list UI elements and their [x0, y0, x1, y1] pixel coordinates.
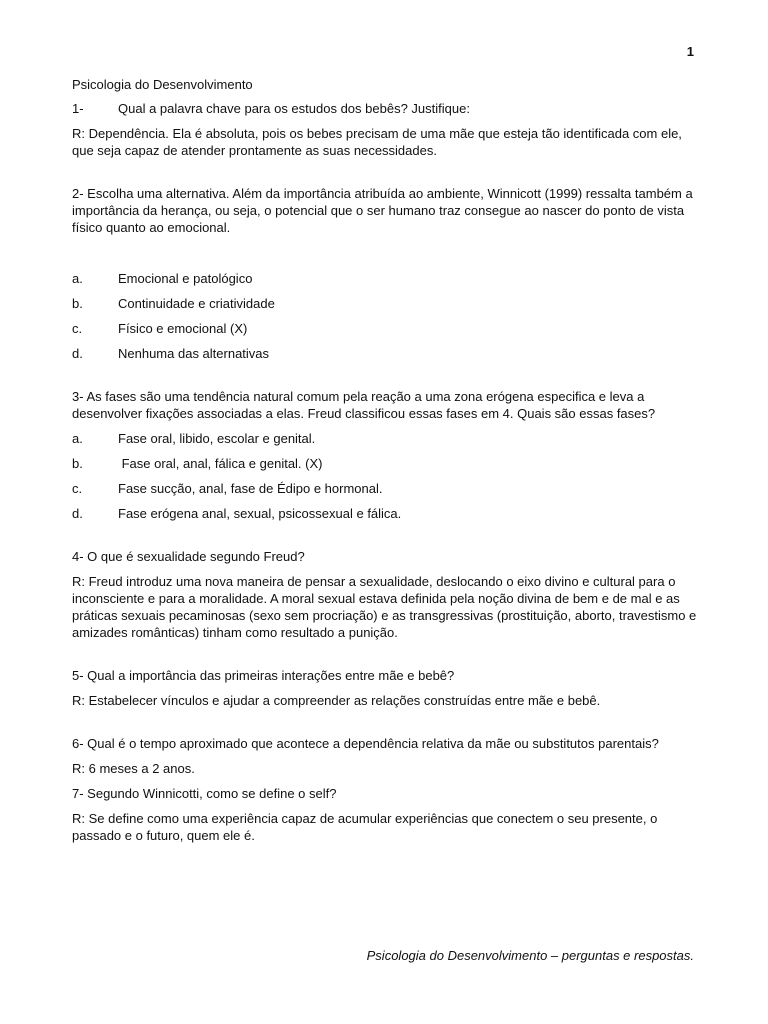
question-2-option-a [72, 270, 698, 287]
option-text: Continuidade e criatividade [118, 296, 275, 311]
option-letter: c. [72, 481, 83, 496]
option-letter: b. [72, 456, 83, 471]
option-letter: d. [72, 346, 83, 361]
question-3-option-a [72, 430, 698, 447]
question-2: 2- Escolha uma alternativa. Além da importância atribuída ao ambiente, Winnicott (1999) ressalta também a importância da herança, ou seja, o potencial que o ser humano traz consegue ao nascer do ponto de vista físico quanto ao emocional. [72, 186, 693, 235]
answer-7: R: Se define como uma experiência capaz de acumular experiências que conectem o seu presente, o passado e o futuro, quem ele é. [72, 811, 658, 843]
document-body [72, 76, 698, 852]
answer-6: R: 6 meses a 2 anos. [72, 761, 195, 776]
option-text: Nenhuma das alternativas [118, 346, 270, 361]
question-5: 5- Qual a importância das primeiras interações entre mãe e bebê? [72, 668, 455, 683]
question-3-option-b [72, 455, 698, 472]
option-text: Emocional e patológico [118, 271, 253, 286]
option-letter: c. [72, 321, 83, 336]
option-text: Fase sucção, anal, fase de Édipo e hormonal. [118, 481, 383, 496]
answer-1: R: Dependência. Ela é absoluta, pois os bebes precisam de uma mãe que esteja tão identificada com ele, que seja capaz de atender prontamente as suas necessidades. [72, 126, 682, 158]
option-text: Fase erógena anal, sexual, psicossexual e fálica. [118, 506, 402, 521]
option-letter: d. [72, 506, 83, 521]
option-text: Fase oral, anal, fálica e genital. (X) [118, 456, 323, 471]
answer-4: R: Freud introduz uma nova maneira de pensar a sexualidade, deslocando o eixo divino e cultural para o inconsciente e para a moralidade. A moral sexual estava definida pela noção divina de bem e de mal e as práticas sexuais pecaminosas (sexo sem procriação) e as transgressivas (prostituição, aborto, travestismo e amizades românticas) tinham como resultado a punição. [72, 574, 697, 640]
question-3-option-d [72, 505, 698, 522]
answer-5: R: Estabelecer vínculos e ajudar a compreender as relações construídas entre mãe e bebê. [72, 693, 601, 708]
page-footer: Psicologia do Desenvolvimento – perguntas e respostas. [366, 948, 694, 963]
question-2-option-b [72, 295, 698, 312]
option-letter: b. [72, 296, 83, 311]
question-3: 3- As fases são uma tendência natural comum pela reação a uma zona erógena especifica e leva a desenvolver fixações associadas a elas. Freud classificou essas fases em 4. Quais são essas fases? [72, 389, 656, 421]
question-2-option-d [72, 345, 698, 362]
option-text: Físico e emocional (X) [118, 321, 248, 336]
question-1-number: 1- [72, 101, 84, 116]
document-title: Psicologia do Desenvolvimento [72, 77, 253, 92]
question-2-option-c [72, 320, 698, 337]
question-1-text: Qual a palavra chave para os estudos dos bebês? Justifique: [118, 101, 470, 116]
question-3-option-c [72, 480, 698, 497]
page-number: 1 [686, 44, 694, 59]
question-1 [72, 100, 698, 117]
option-letter: a. [72, 431, 83, 446]
option-letter: a. [72, 271, 83, 286]
question-6: 6- Qual é o tempo aproximado que acontece a dependência relativa da mãe ou substitutos parentais? [72, 736, 659, 751]
question-7: 7- Segundo Winnicotti, como se define o self? [72, 786, 337, 801]
question-4: 4- O que é sexualidade segundo Freud? [72, 549, 305, 564]
option-text: Fase oral, libido, escolar e genital. [118, 431, 316, 446]
